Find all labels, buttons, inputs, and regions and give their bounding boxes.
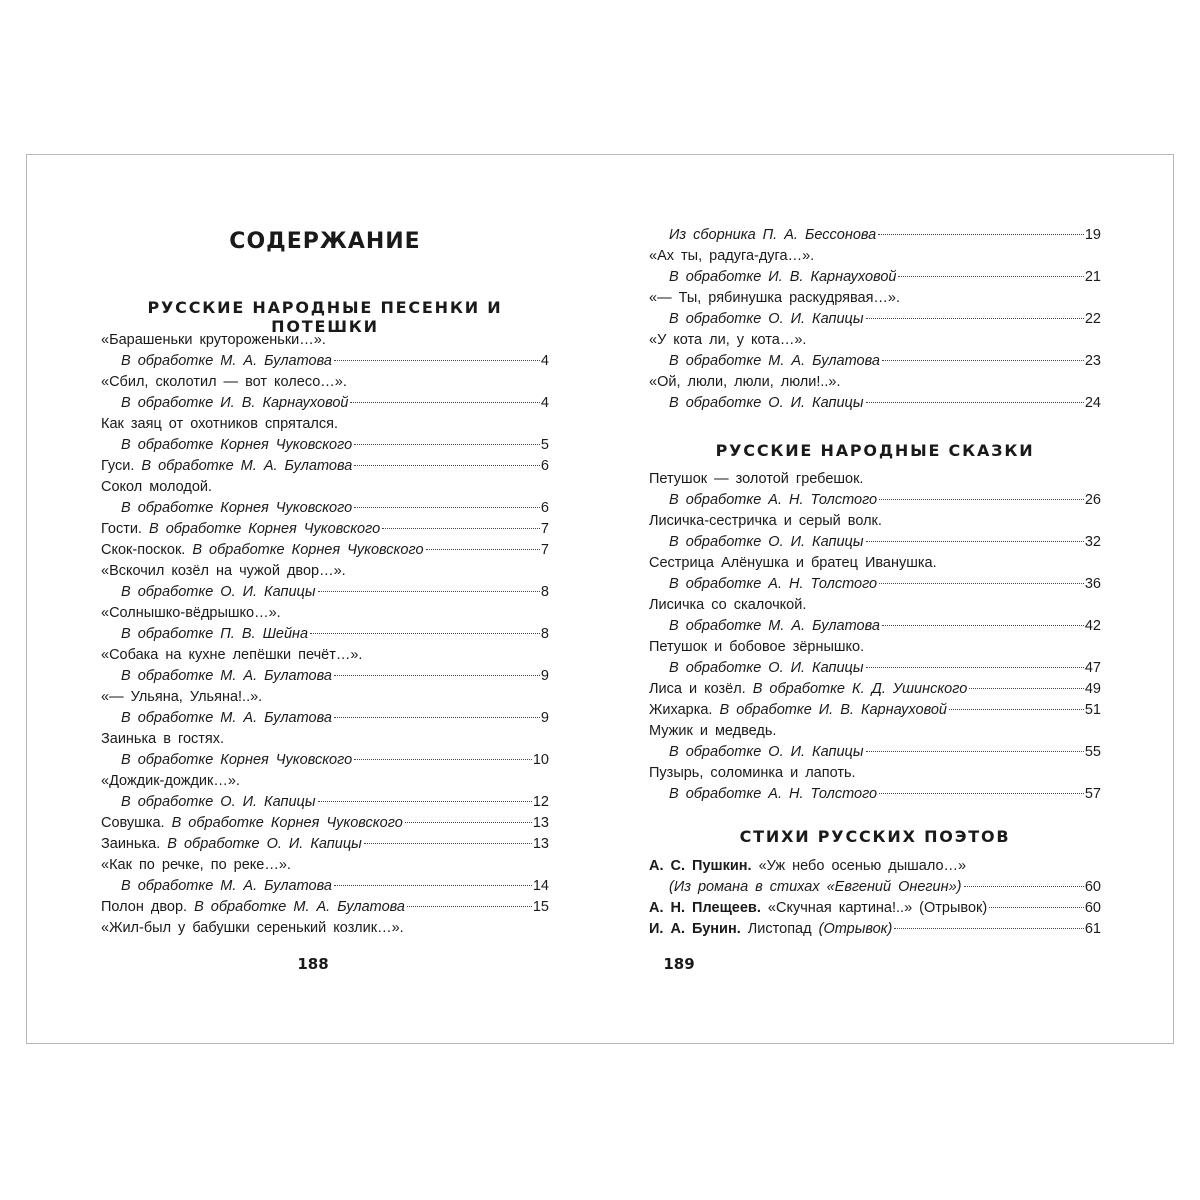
toc-list-left (101, 330, 549, 939)
toc-entry (649, 595, 1101, 616)
toc-entry (649, 700, 1101, 721)
toc-entry-title: В обработке М. А. Булатова (669, 618, 880, 634)
dot-leader (405, 822, 532, 823)
toc-entry-page-number: 51 (1084, 702, 1101, 718)
toc-entry-title: В обработке А. Н. Толстого (669, 492, 878, 508)
dot-leader (879, 583, 1084, 584)
dot-leader (894, 928, 1084, 929)
toc-entry-title: «Дождик-дождик…». (101, 773, 240, 789)
toc-entry-page-number: 60 (1084, 900, 1101, 916)
section-title-poems: СТИХИ РУССКИХ ПОЭТОВ (739, 827, 1011, 846)
toc-entry (101, 687, 549, 708)
toc-entry (101, 645, 549, 666)
toc-entry-title: Заинька. (101, 836, 168, 852)
toc-entry-title: Пузырь, соломинка и лапоть. (649, 765, 856, 781)
toc-entry (649, 784, 1101, 805)
toc-entry (101, 855, 549, 876)
toc-entry-title: «Как по речке, по реке…». (101, 857, 291, 873)
toc-entry (649, 658, 1101, 679)
dot-leader (334, 885, 532, 886)
toc-entry-page-number: 55 (1084, 744, 1101, 760)
toc-entry-title: Лисичка-сестричка и серый волк. (649, 513, 882, 529)
toc-entry-page-number: 23 (1084, 353, 1101, 369)
toc-entry (101, 540, 549, 561)
toc-entry-adaptation: В обработке О. И. Капицы (167, 836, 362, 852)
toc-entry (649, 351, 1101, 372)
toc-entry (101, 750, 549, 771)
toc-entry (101, 834, 549, 855)
toc-entry (649, 372, 1101, 393)
page-number-right: 189 (663, 955, 695, 973)
toc-entry-title: «Ой, люли, люли, люли!..». (649, 374, 841, 390)
toc-entry-adaptation: (Отрывок) (818, 921, 893, 937)
toc-entry-title: В обработке Корнея Чуковского (121, 437, 353, 453)
dot-leader (882, 625, 1084, 626)
toc-entry-page-number: 9 (540, 668, 549, 684)
toc-entry-author: И. А. Бунин. (649, 921, 741, 937)
toc-entry (101, 792, 549, 813)
dot-leader (350, 402, 539, 403)
dot-leader (334, 675, 540, 676)
toc-entry (649, 553, 1101, 574)
toc-entry-title: В обработке О. И. Капицы (121, 794, 316, 810)
toc-entry (101, 477, 549, 498)
toc-entry-page-number: 4 (540, 395, 549, 411)
toc-entry-title: Петушок и бобовое зёрнышко. (649, 639, 865, 655)
toc-entry-title: Петушок — золотой гребешок. (649, 471, 864, 487)
toc-entry-title: Гости. (101, 521, 149, 537)
toc-entry-title: «У кота ли, у кота…». (649, 332, 807, 348)
toc-entry (649, 225, 1101, 246)
toc-entry-adaptation: В обработке И. В. Карнауховой (719, 702, 947, 718)
toc-entry-page-number: 24 (1084, 395, 1101, 411)
toc-entry-title: Заинька в гостях. (101, 731, 225, 747)
toc-entry-adaptation: В обработке Корнея Чуковского (149, 521, 381, 537)
toc-entry-adaptation: В обработке К. Д. Ушинского (752, 681, 968, 697)
dot-leader (407, 906, 532, 907)
toc-entry (649, 532, 1101, 553)
dot-leader (949, 709, 1084, 710)
toc-entry-title: Мужик и медведь. (649, 723, 777, 739)
toc-entry-adaptation: В обработке Корнея Чуковского (192, 542, 424, 558)
toc-entry-title: «Уж небо осенью дышало…» (751, 858, 967, 874)
dot-leader (334, 360, 540, 361)
toc-entry (649, 246, 1101, 267)
toc-entry-title: В обработке М. А. Булатова (121, 668, 332, 684)
toc-entry-title: В обработке Корнея Чуковского (121, 752, 353, 768)
toc-entry-title: «Жил-был у бабушки серенький козлик…». (101, 920, 404, 936)
dot-leader (879, 499, 1084, 500)
toc-entry-page-number: 4 (540, 353, 549, 369)
dot-leader (879, 793, 1084, 794)
toc-entry-page-number: 49 (1084, 681, 1101, 697)
toc-entry-adaptation: В обработке М. А. Булатова (141, 458, 353, 474)
toc-entry (649, 898, 1101, 919)
toc-entry (101, 666, 549, 687)
book-spread (26, 154, 1174, 1044)
toc-entry-title: Скок-поскок. (101, 542, 193, 558)
dot-leader (969, 688, 1084, 689)
toc-entry-page-number: 47 (1084, 660, 1101, 676)
toc-entry (649, 721, 1101, 742)
toc-entry (649, 763, 1101, 784)
toc-entry-page-number: 6 (540, 500, 549, 516)
toc-entry-page-number: 5 (540, 437, 549, 453)
toc-entry-page-number: 13 (532, 836, 549, 852)
toc-entry (101, 456, 549, 477)
toc-entry-page-number: 14 (532, 878, 549, 894)
toc-entry (101, 876, 549, 897)
toc-entry-page-number: 60 (1084, 879, 1101, 895)
section-title-songs: РУССКИЕ НАРОДНЫЕ ПЕСЕНКИ И ПОТЕШКИ (147, 298, 503, 336)
toc-entry (649, 877, 1101, 898)
toc-entry-page-number: 36 (1084, 576, 1101, 592)
toc-entry-title: В обработке О. И. Капицы (669, 660, 864, 676)
dot-leader (354, 444, 540, 445)
toc-entry (101, 624, 549, 645)
toc-entry-title: «Собака на кухне лепёшки печёт…». (101, 647, 363, 663)
toc-entry (101, 393, 549, 414)
dot-leader (318, 801, 532, 802)
toc-entry (649, 393, 1101, 414)
toc-entry-title: В обработке М. А. Булатова (121, 878, 332, 894)
toc-entry-page-number: 10 (532, 752, 549, 768)
toc-entry (101, 498, 549, 519)
toc-entry-page-number: 42 (1084, 618, 1101, 634)
toc-entry (101, 897, 549, 918)
toc-entry (649, 309, 1101, 330)
toc-entry-title: «Скучная картина!..» (Отрывок) (760, 900, 988, 916)
toc-entry-title: В обработке И. В. Карнауховой (669, 269, 897, 285)
toc-entry (649, 616, 1101, 637)
page-number-left: 188 (297, 955, 329, 973)
toc-entry-title: Как заяц от охотников спрятался. (101, 416, 338, 432)
toc-entry (649, 469, 1101, 490)
dot-leader (866, 318, 1084, 319)
toc-entry-title: Лиса и козёл. (649, 681, 753, 697)
toc-entry (101, 330, 549, 351)
toc-entry-title: (Из романа в стихах «Евгений Онегин») (669, 879, 962, 895)
toc-list-right-songs (649, 225, 1101, 414)
toc-entry-author: А. С. Пушкин. (649, 858, 752, 874)
toc-entry (649, 679, 1101, 700)
toc-entry-page-number: 7 (540, 521, 549, 537)
toc-entry (649, 490, 1101, 511)
toc-entry-page-number: 8 (540, 584, 549, 600)
toc-entry-page-number: 7 (540, 542, 549, 558)
contents-title: СОДЕРЖАНИЕ (229, 229, 421, 254)
toc-entry-title: В обработке М. А. Булатова (121, 353, 332, 369)
dot-leader (964, 886, 1084, 887)
toc-entry (101, 582, 549, 603)
toc-entry-title: Полон двор. (101, 899, 195, 915)
toc-entry (101, 771, 549, 792)
toc-entry-title: Лисичка со скалочкой. (649, 597, 807, 613)
toc-entry-title: «— Ульяна, Ульяна!..». (101, 689, 263, 705)
toc-entry-title: «— Ты, рябинушка раскудрявая…». (649, 290, 901, 306)
toc-entry-title: В обработке А. Н. Толстого (669, 786, 878, 802)
toc-entry-title: Гуси. (101, 458, 142, 474)
toc-entry-title: Листопад (740, 921, 819, 937)
toc-entry-title: В обработке А. Н. Толстого (669, 576, 878, 592)
toc-entry-page-number: 12 (532, 794, 549, 810)
toc-entry-title: В обработке Корнея Чуковского (121, 500, 353, 516)
dot-leader (878, 234, 1084, 235)
dot-leader (354, 507, 540, 508)
section-title-tales: РУССКИЕ НАРОДНЫЕ СКАЗКИ (715, 441, 1035, 460)
toc-entry-title: В обработке О. И. Капицы (121, 584, 316, 600)
toc-entry-page-number: 61 (1084, 921, 1101, 937)
toc-entry-title: Жихарка. (649, 702, 720, 718)
toc-entry (649, 511, 1101, 532)
dot-leader (354, 759, 532, 760)
toc-entry (101, 729, 549, 750)
toc-entry (101, 414, 549, 435)
toc-entry-title: В обработке П. В. Шейна (121, 626, 309, 642)
dot-leader (382, 528, 540, 529)
dot-leader (898, 276, 1083, 277)
toc-entry-title: В обработке И. В. Карнауховой (121, 395, 349, 411)
dot-leader (318, 591, 540, 592)
toc-entry-title: В обработке О. И. Капицы (669, 311, 864, 327)
dot-leader (364, 843, 532, 844)
dot-leader (866, 751, 1084, 752)
left-page (101, 155, 549, 1043)
toc-entry-page-number: 22 (1084, 311, 1101, 327)
toc-entry (101, 708, 549, 729)
toc-entry (649, 637, 1101, 658)
toc-entry-page-number: 21 (1084, 269, 1101, 285)
toc-list-poems (649, 856, 1101, 940)
toc-entry-title: В обработке О. И. Капицы (669, 395, 864, 411)
toc-entry-page-number: 13 (532, 815, 549, 831)
toc-entry-title: «Сбил, сколотил — вот колесо…». (101, 374, 347, 390)
toc-entry (649, 574, 1101, 595)
toc-entry-title: В обработке О. И. Капицы (669, 534, 864, 550)
toc-list-tales (649, 469, 1101, 805)
dot-leader (882, 360, 1084, 361)
toc-entry (649, 919, 1101, 940)
toc-entry-page-number: 26 (1084, 492, 1101, 508)
toc-entry-title: Сокол молодой. (101, 479, 213, 495)
toc-entry-page-number: 15 (532, 899, 549, 915)
toc-entry-title: В обработке М. А. Булатова (121, 710, 332, 726)
toc-entry-title: «Вскочил козёл на чужой двор…». (101, 563, 346, 579)
toc-entry (101, 372, 549, 393)
toc-entry (101, 561, 549, 582)
toc-entry-title: Сестрица Алёнушка и братец Иванушка. (649, 555, 937, 571)
toc-entry-title: Из сборника П. А. Бессонова (669, 227, 877, 243)
toc-entry (649, 742, 1101, 763)
right-page (649, 155, 1101, 1043)
toc-entry (649, 856, 1101, 877)
toc-entry-author: А. Н. Плещеев. (649, 900, 761, 916)
toc-entry-page-number: 8 (540, 626, 549, 642)
toc-entry (101, 351, 549, 372)
toc-entry (101, 435, 549, 456)
toc-entry-title: Совушка. (101, 815, 172, 831)
toc-entry (649, 267, 1101, 288)
toc-entry-title: В обработке М. А. Булатова (669, 353, 880, 369)
dot-leader (866, 402, 1084, 403)
toc-entry (101, 918, 549, 939)
dot-leader (866, 541, 1084, 542)
toc-entry-page-number: 57 (1084, 786, 1101, 802)
toc-entry-page-number: 9 (540, 710, 549, 726)
toc-entry-title: «Барашеньки крутороженьки…». (101, 332, 326, 348)
toc-entry-title: «Солнышко-вёдрышко…». (101, 605, 281, 621)
toc-entry-title: «Ах ты, радуга-дуга…». (649, 248, 815, 264)
dot-leader (334, 717, 540, 718)
dot-leader (354, 465, 540, 466)
toc-entry-page-number: 6 (540, 458, 549, 474)
toc-entry (101, 813, 549, 834)
toc-entry-page-number: 32 (1084, 534, 1101, 550)
toc-entry-title: В обработке О. И. Капицы (669, 744, 864, 760)
toc-entry (649, 330, 1101, 351)
dot-leader (989, 907, 1084, 908)
toc-entry-page-number: 19 (1084, 227, 1101, 243)
dot-leader (426, 549, 540, 550)
dot-leader (866, 667, 1084, 668)
toc-entry (101, 603, 549, 624)
toc-entry (101, 519, 549, 540)
toc-entry (649, 288, 1101, 309)
toc-entry-adaptation: В обработке Корнея Чуковского (171, 815, 403, 831)
dot-leader (310, 633, 540, 634)
toc-entry-adaptation: В обработке М. А. Булатова (194, 899, 405, 915)
